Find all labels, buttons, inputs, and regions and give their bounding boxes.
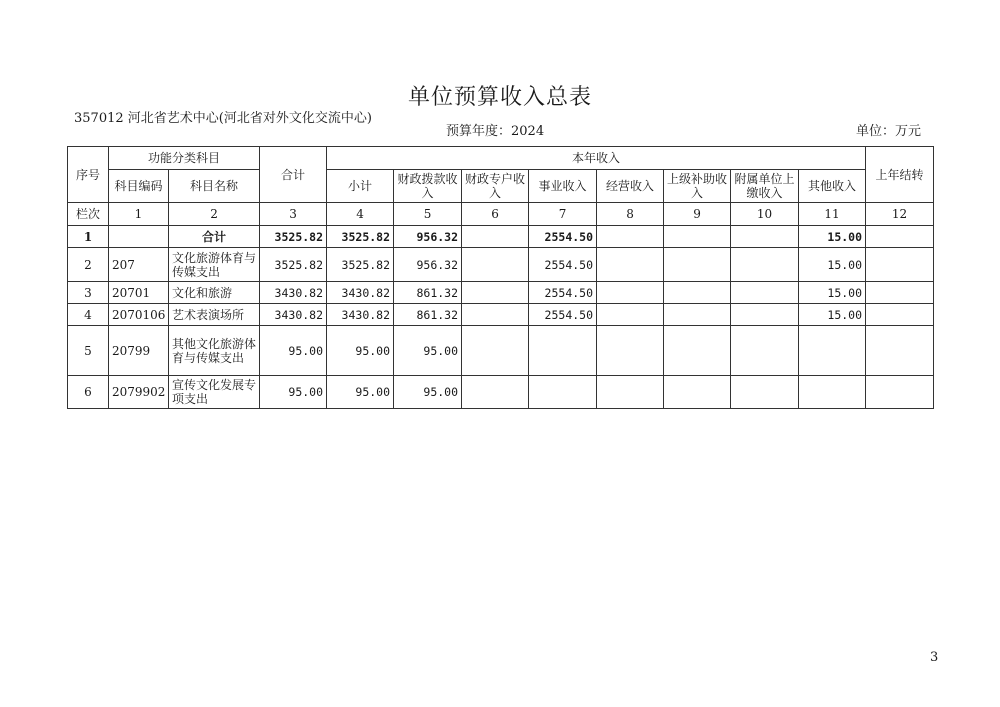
header-current-year-income: 本年收入 [327, 147, 866, 170]
cell-operating [597, 226, 664, 248]
cell-special [462, 248, 529, 282]
header-fiscal-allocation: 财政拨款收入 [394, 170, 462, 203]
cell-code [109, 226, 169, 248]
cell-name: 宣传文化发展专项支出 [169, 376, 260, 409]
cell-fiscal: 861.32 [394, 304, 462, 326]
header-affiliated-turnover: 附属单位上缴收入 [731, 170, 799, 203]
cell-other [799, 376, 866, 409]
cell-name: 艺术表演场所 [169, 304, 260, 326]
page-title: 单位预算收入总表 [407, 85, 592, 110]
colnum-cell: 8 [597, 203, 664, 226]
header-total: 合计 [260, 147, 327, 203]
cell-superior [664, 248, 731, 282]
cell-affiliated [731, 326, 799, 376]
cell-name: 合计 [169, 226, 260, 248]
header-subtotal: 小计 [327, 170, 394, 203]
cell-special [462, 376, 529, 409]
cell-name: 其他文化旅游体育与传媒支出 [169, 326, 260, 376]
cell-subtotal: 3430.82 [327, 282, 394, 304]
header-operating-income: 经营收入 [597, 170, 664, 203]
cell-seq: 1 [68, 226, 109, 248]
cell-carryover [866, 282, 934, 304]
colnum-cell: 5 [394, 203, 462, 226]
cell-fiscal: 956.32 [394, 248, 462, 282]
cell-seq: 3 [68, 282, 109, 304]
unit-name: 357012 河北省艺术中心(河北省对外文化交流中心) [74, 111, 372, 126]
colnum-cell: 3 [260, 203, 327, 226]
cell-total: 3525.82 [260, 248, 327, 282]
colnum-cell: 11 [799, 203, 866, 226]
cell-affiliated [731, 226, 799, 248]
cell-fiscal: 956.32 [394, 226, 462, 248]
header-fiscal-special: 财政专户收入 [462, 170, 529, 203]
cell-name: 文化和旅游 [169, 282, 260, 304]
cell-seq: 4 [68, 304, 109, 326]
currency-unit: 单位：万元 [856, 124, 922, 139]
colnum-cell: 栏次 [68, 203, 109, 226]
colnum-cell: 7 [529, 203, 597, 226]
cell-business [529, 326, 597, 376]
cell-special [462, 304, 529, 326]
header-superior-subsidy: 上级补助收入 [664, 170, 731, 203]
cell-other: 15.00 [799, 226, 866, 248]
page-number: 3 [930, 650, 939, 665]
table-row [68, 248, 934, 282]
cell-superior [664, 226, 731, 248]
cell-carryover [866, 326, 934, 376]
colnum-cell: 9 [664, 203, 731, 226]
cell-carryover [866, 376, 934, 409]
colnum-cell: 1 [109, 203, 169, 226]
cell-subtotal: 95.00 [327, 326, 394, 376]
cell-other: 15.00 [799, 282, 866, 304]
header-other-income: 其他收入 [799, 170, 866, 203]
cell-special [462, 282, 529, 304]
cell-code: 20799 [109, 326, 169, 376]
header-business-income: 事业收入 [529, 170, 597, 203]
cell-superior [664, 304, 731, 326]
cell-superior [664, 326, 731, 376]
cell-subtotal: 3525.82 [327, 248, 394, 282]
cell-operating [597, 248, 664, 282]
cell-total: 95.00 [260, 326, 327, 376]
colnum-cell: 6 [462, 203, 529, 226]
table-row [68, 326, 934, 376]
cell-affiliated [731, 282, 799, 304]
cell-seq: 5 [68, 326, 109, 376]
cell-total: 3430.82 [260, 282, 327, 304]
cell-other [799, 326, 866, 376]
cell-business: 2554.50 [529, 282, 597, 304]
cell-affiliated [731, 304, 799, 326]
cell-superior [664, 282, 731, 304]
cell-operating [597, 304, 664, 326]
cell-superior [664, 376, 731, 409]
cell-business [529, 376, 597, 409]
cell-special [462, 326, 529, 376]
colnum-cell: 12 [866, 203, 934, 226]
colnum-cell: 2 [169, 203, 260, 226]
cell-other: 15.00 [799, 304, 866, 326]
cell-operating [597, 326, 664, 376]
header-func-class: 功能分类科目 [109, 147, 260, 170]
cell-other: 15.00 [799, 248, 866, 282]
cell-business: 2554.50 [529, 226, 597, 248]
cell-carryover [866, 226, 934, 248]
budget-year: 预算年度：2024 [446, 124, 545, 139]
cell-subtotal: 3430.82 [327, 304, 394, 326]
header-seq: 序号 [68, 147, 109, 203]
cell-carryover [866, 248, 934, 282]
colnum-cell: 10 [731, 203, 799, 226]
header-last-year-carryover: 上年结转 [866, 147, 934, 203]
cell-seq: 6 [68, 376, 109, 409]
table-row [68, 304, 934, 326]
colnum-cell: 4 [327, 203, 394, 226]
cell-subtotal: 95.00 [327, 376, 394, 409]
cell-affiliated [731, 248, 799, 282]
header-subject-name: 科目名称 [169, 170, 260, 203]
cell-name: 文化旅游体育与传媒支出 [169, 248, 260, 282]
table-row [68, 376, 934, 409]
header-subject-code: 科目编码 [109, 170, 169, 203]
cell-fiscal: 95.00 [394, 326, 462, 376]
table-row [68, 282, 934, 304]
cell-subtotal: 3525.82 [327, 226, 394, 248]
cell-total: 95.00 [260, 376, 327, 409]
cell-fiscal: 861.32 [394, 282, 462, 304]
cell-total: 3430.82 [260, 304, 327, 326]
cell-business: 2554.50 [529, 248, 597, 282]
cell-fiscal: 95.00 [394, 376, 462, 409]
cell-seq: 2 [68, 248, 109, 282]
cell-affiliated [731, 376, 799, 409]
cell-operating [597, 282, 664, 304]
cell-code: 207 [109, 248, 169, 282]
cell-operating [597, 376, 664, 409]
cell-code: 2070106 [109, 304, 169, 326]
budget-income-table [67, 146, 934, 409]
cell-code: 2079902 [109, 376, 169, 409]
cell-code: 20701 [109, 282, 169, 304]
cell-carryover [866, 304, 934, 326]
cell-business: 2554.50 [529, 304, 597, 326]
table-row-total [68, 226, 934, 248]
cell-total: 3525.82 [260, 226, 327, 248]
cell-special [462, 226, 529, 248]
